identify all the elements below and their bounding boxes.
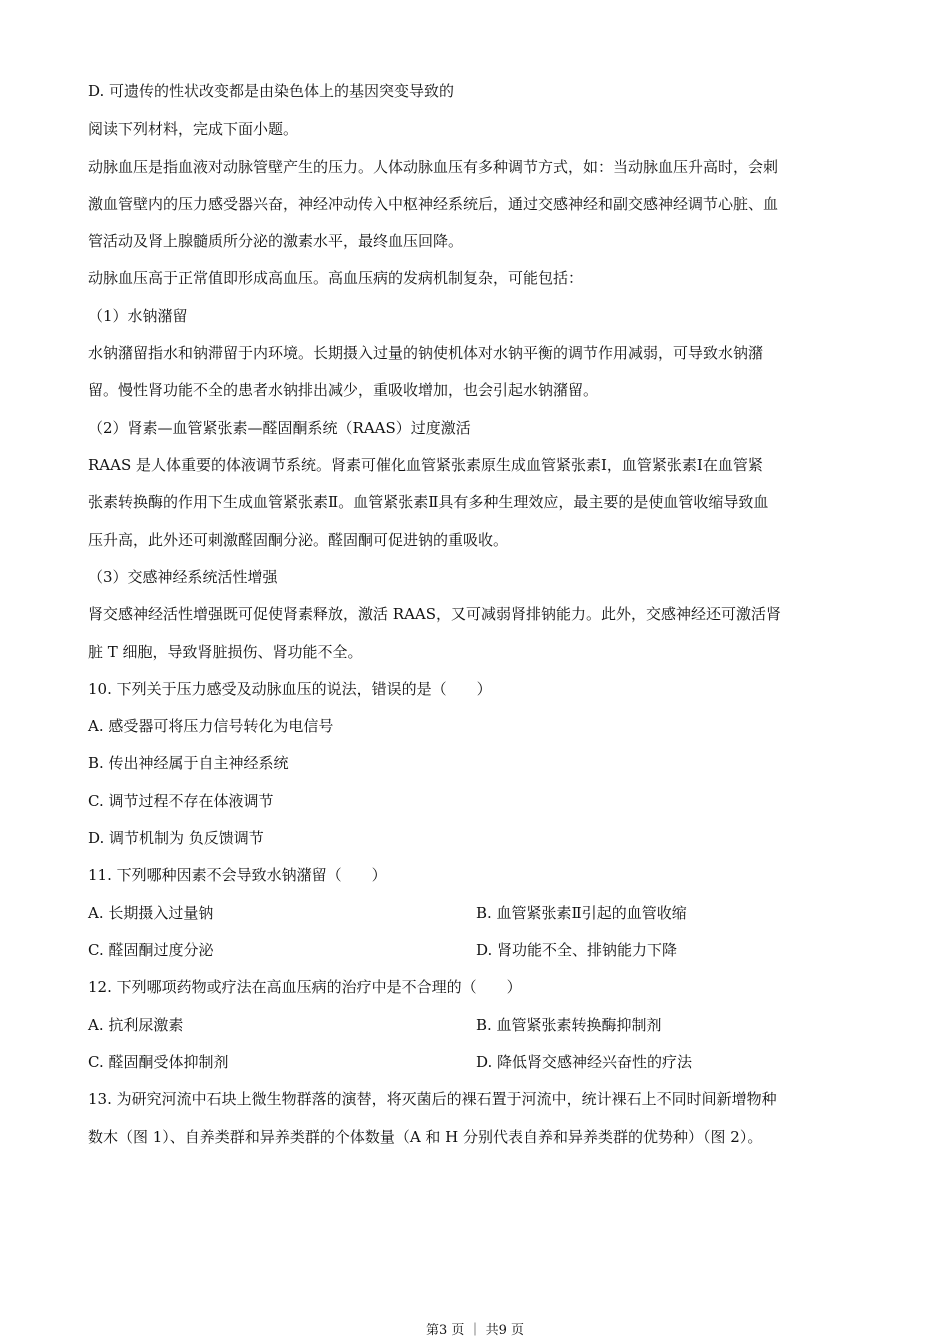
line-15: 肾交感神经活性增强既可促使肾素释放，激活 RAAS，又可减弱肾排钠能力。此外，交感神经还可激活肾 <box>88 605 782 623</box>
line-1: D. 可遗传的性状改变都是由染色体上的基因突变导致的 <box>88 82 455 100</box>
question-10-option-b: B. 传出神经属于自主神经系统 <box>88 754 289 772</box>
question-13-stem-line-1: 13. 为研究河流中石块上微生物群落的演替，将灭菌后的裸石置于河流中，统计裸石上不同时间新增物种 <box>88 1090 777 1108</box>
question-12-option-d: D. 降低肾交感神经兴奋性的疗法 <box>476 1053 693 1071</box>
question-11-option-d: D. 肾功能不全、排钠能力下降 <box>476 941 678 959</box>
question-11-stem: 11. 下列哪种因素不会导致水钠潴留（ ） <box>88 866 387 884</box>
line-7: （1）水钠潴留 <box>88 307 188 325</box>
line-13: 压升高，此外还可刺激醛固酮分泌。醛固酮可促进钠的重吸收。 <box>88 531 509 549</box>
line-14: （3）交感神经系统活性增强 <box>88 568 278 586</box>
question-11-option-b: B. 血管紧张素Ⅱ引起的血管收缩 <box>476 904 687 922</box>
line-16: 脏 T 细胞，导致肾脏损伤、肾功能不全。 <box>88 643 363 661</box>
line-3: 动脉血压是指血液对动脉管壁产生的压力。人体动脉血压有多种调节方式，如：当动脉血压升高时，会刺 <box>88 158 779 176</box>
question-10-option-c: C. 调节过程不存在体液调节 <box>88 792 274 810</box>
line-10: （2）肾素—血管紧张素—醛固酮系统（RAAS）过度激活 <box>88 419 471 437</box>
line-9: 留。慢性肾功能不全的患者水钠排出减少，重吸收增加，也会引起水钠潴留。 <box>88 381 599 399</box>
line-5: 管活动及肾上腺髓质所分泌的激素水平，最终血压回降。 <box>88 232 464 250</box>
line-8: 水钠潴留指水和钠滞留于内环境。长期摄入过量的钠使机体对水钠平衡的调节作用减弱，可导致水钠潴 <box>88 344 764 362</box>
question-10-option-a: A. 感受器可将压力信号转化为电信号 <box>88 717 334 735</box>
line-4: 激血管壁内的压力感受器兴奋，神经冲动传入中枢神经系统后，通过交感神经和副交感神经调节心脏、血 <box>88 195 779 213</box>
question-10-stem: 10. 下列关于压力感受及动脉血压的说法，错误的是（ ） <box>88 680 492 698</box>
question-12-option-c: C. 醛固酮受体抑制剂 <box>88 1053 229 1071</box>
question-12-stem: 12. 下列哪项药物或疗法在高血压病的治疗中是不合理的（ ） <box>88 978 522 996</box>
question-10-option-d: D. 调节机制为 负反馈调节 <box>88 829 264 847</box>
question-12-option-a: A. 抗利尿激素 <box>88 1016 184 1034</box>
page-footer: 第3 页 ｜ 共9 页 <box>425 1323 525 1338</box>
question-11-option-c: C. 醛固酮过度分泌 <box>88 941 214 959</box>
question-13-stem-line-2: 数木（图 1）、自养类群和异养类群的个体数量（A 和 H 分别代表自养和异养类群的优势种）（图 2）。 <box>88 1128 763 1146</box>
line-12: 张素转换酶的作用下生成血管紧张素Ⅱ。血管紧张素Ⅱ具有多种生理效应，最主要的是使血管收缩导致血 <box>88 493 769 511</box>
line-6: 动脉血压高于正常值即形成高血压。高血压病的发病机制复杂，可能包括： <box>88 269 584 287</box>
line-2: 阅读下列材料，完成下面小题。 <box>88 120 299 138</box>
question-11-option-a: A. 长期摄入过量钠 <box>88 904 214 922</box>
question-12-option-b: B. 血管紧张素转换酶抑制剂 <box>476 1016 662 1034</box>
line-11: RAAS 是人体重要的体液调节系统。肾素可催化血管紧张素原生成血管紧张素Ⅰ，血管紧张素Ⅰ在血管紧 <box>88 456 763 474</box>
